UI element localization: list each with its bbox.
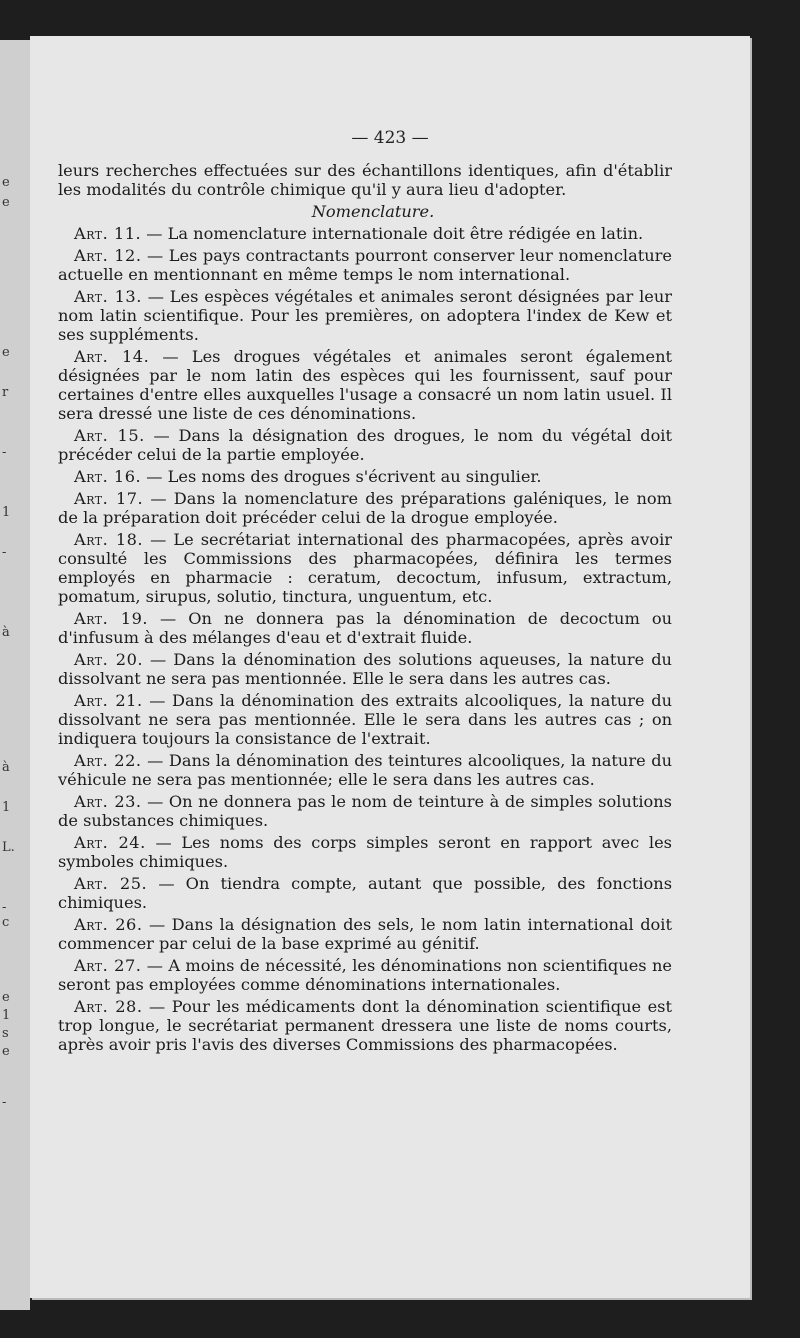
article-16 [58,467,672,486]
facing-page-fragment: 1 [2,505,11,520]
section-heading: Nomenclature. [311,202,435,221]
article-text: — Le secrétariat international des pharmacopées, après avoir consulté les Commissions des pharmacopées, définira les termes employés en pharmacie : ceratum, decoctum, infusum, extractum, pomatum, sirupus, solutio, tinctura, unguentum, etc. [58,530,672,606]
facing-page-fragment: e [2,195,10,210]
facing-page-fragment: e [2,175,10,190]
article-text: — Dans la désignation des drogues, le nom du végétal doit précéder celui de la partie employée. [58,426,672,464]
article-text: — On ne donnera pas le nom de teinture à de simples solutions de substances chimiques. [58,792,672,830]
article-text: — Dans la dénomination des solutions aqueuses, la nature du dissolvant ne sera pas mentionnée. Elle le sera dans les autres cas. [58,650,672,688]
article-label: Art. 20. [74,650,144,669]
article-label: Art. 17. [74,489,144,508]
article-27 [58,956,672,994]
facing-page-fragment: 1 [2,1008,11,1023]
facing-page-fragment: L. [2,840,15,855]
facing-page-fragment: c [2,915,10,930]
article-label: Art. 14. [74,347,150,366]
article-20 [58,650,672,688]
article-text: — Pour les médicaments dont la dénomination scientifique est trop longue, le secrétariat permanent dressera une liste de noms courts, après avoir pris l'avis des diverses Commissions des pharmacopées. [58,997,672,1054]
article-label: Art. 18. [74,530,144,549]
article-label: Art. 12. [74,246,142,265]
article-12 [58,246,672,284]
article-label: Art. 13. [74,287,142,306]
facing-page-edge [0,40,30,1310]
article-text: — A moins de nécessité, les dénominations non scientifiques ne seront pas employées comme dénominations internationales. [58,956,672,994]
article-25 [58,874,672,912]
article-text: — Les noms des drogues s'écrivent au singulier. [141,467,542,486]
article-text: — Dans la dénomination des extraits alcooliques, la nature du dissolvant ne sera pas mentionnée. Elle le sera dans les autres cas ; on indiquera toujours la consistance de l'extrait. [58,691,672,748]
facing-page-fragment: - [2,1095,7,1110]
article-text: — La nomenclature internationale doit être rédigée en latin. [141,224,644,243]
article-label: Art. 23. [74,792,142,811]
article-23 [58,792,672,830]
article-text: — Les pays contractants pourront conserver leur nomenclature actuelle en mentionnant en même temps le nom international. [58,246,672,284]
article-28 [58,997,672,1054]
facing-page-fragment: e [2,345,10,360]
facing-page-fragment: e [2,990,10,1005]
article-text: — On tiendra compte, autant que possible, des fonctions chimiques. [58,874,673,912]
article-label: Art. 24. [74,833,146,852]
article-text: — On ne donnera pas la dénomination de decoctum ou d'infusum à des mélanges d'eau et d'extrait fluide. [58,609,672,647]
facing-page-fragment: - [2,900,7,915]
facing-page-fragment: à [2,625,10,640]
article-label: Art. 15. [74,426,145,445]
article-22 [58,751,672,789]
article-label: Art. 25. [74,874,148,893]
article-15 [58,426,672,464]
document-page [30,36,750,1298]
facing-page-fragment: à [2,760,10,775]
article-text: — Dans la nomenclature des préparations galéniques, le nom de la préparation doit précéder celui de la drogue employée. [58,489,672,527]
article-label: Art. 27. [74,956,142,975]
article-26 [58,915,672,953]
page-text [58,161,672,1057]
facing-page-fragment: s [2,1026,9,1041]
article-17 [58,489,672,527]
article-label: Art. 16. [74,467,142,486]
article-text: — Les espèces végétales et animales seront désignées par leur nom latin scientifique. Pour les premières, on adoptera l'index de Kew et ses suppléments. [58,287,672,344]
article-label: Art. 28. [74,997,143,1016]
facing-page-fragment: r [2,385,9,400]
article-label: Art. 11. [74,224,142,243]
article-label: Art. 19. [74,609,149,628]
page-number: — 423 — [351,128,429,148]
article-13 [58,287,672,344]
article-text: — Dans la désignation des sels, le nom latin international doit commencer par celui de la base exprimé au génitif. [58,915,672,953]
facing-page-fragment: e [2,1044,10,1059]
article-text: — Les drogues végétales et animales seront également désignées par le nom latin des espèces qui les fournissent, sauf pour certaines d'entre elles auxquelles l'usage a consacré un nom latin usuel. Il sera dressé une liste de ces dénominations. [58,347,672,423]
article-text: — Les noms des corps simples seront en rapport avec les symboles chimiques. [58,833,672,871]
article-21 [58,691,672,748]
article-text: — Dans la dénomination des teintures alcooliques, la nature du véhicule ne sera pas mentionnée; elle le sera dans les autres cas. [58,751,672,789]
facing-page-fragment: - [2,545,7,560]
article-14 [58,347,672,423]
article-label: Art. 21. [74,691,143,710]
article-11 [58,224,672,243]
article-19 [58,609,672,647]
article-18 [58,530,672,606]
facing-page-fragment: 1 [2,800,11,815]
article-24 [58,833,672,871]
article-label: Art. 26. [74,915,143,934]
intro-paragraph: leurs recherches effectuées sur des échantillons identiques, afin d'établir les modalités du contrôle chimique qu'il y aura lieu d'adopter. [58,161,672,199]
article-label: Art. 22. [74,751,142,770]
facing-page-fragment: - [2,445,7,460]
